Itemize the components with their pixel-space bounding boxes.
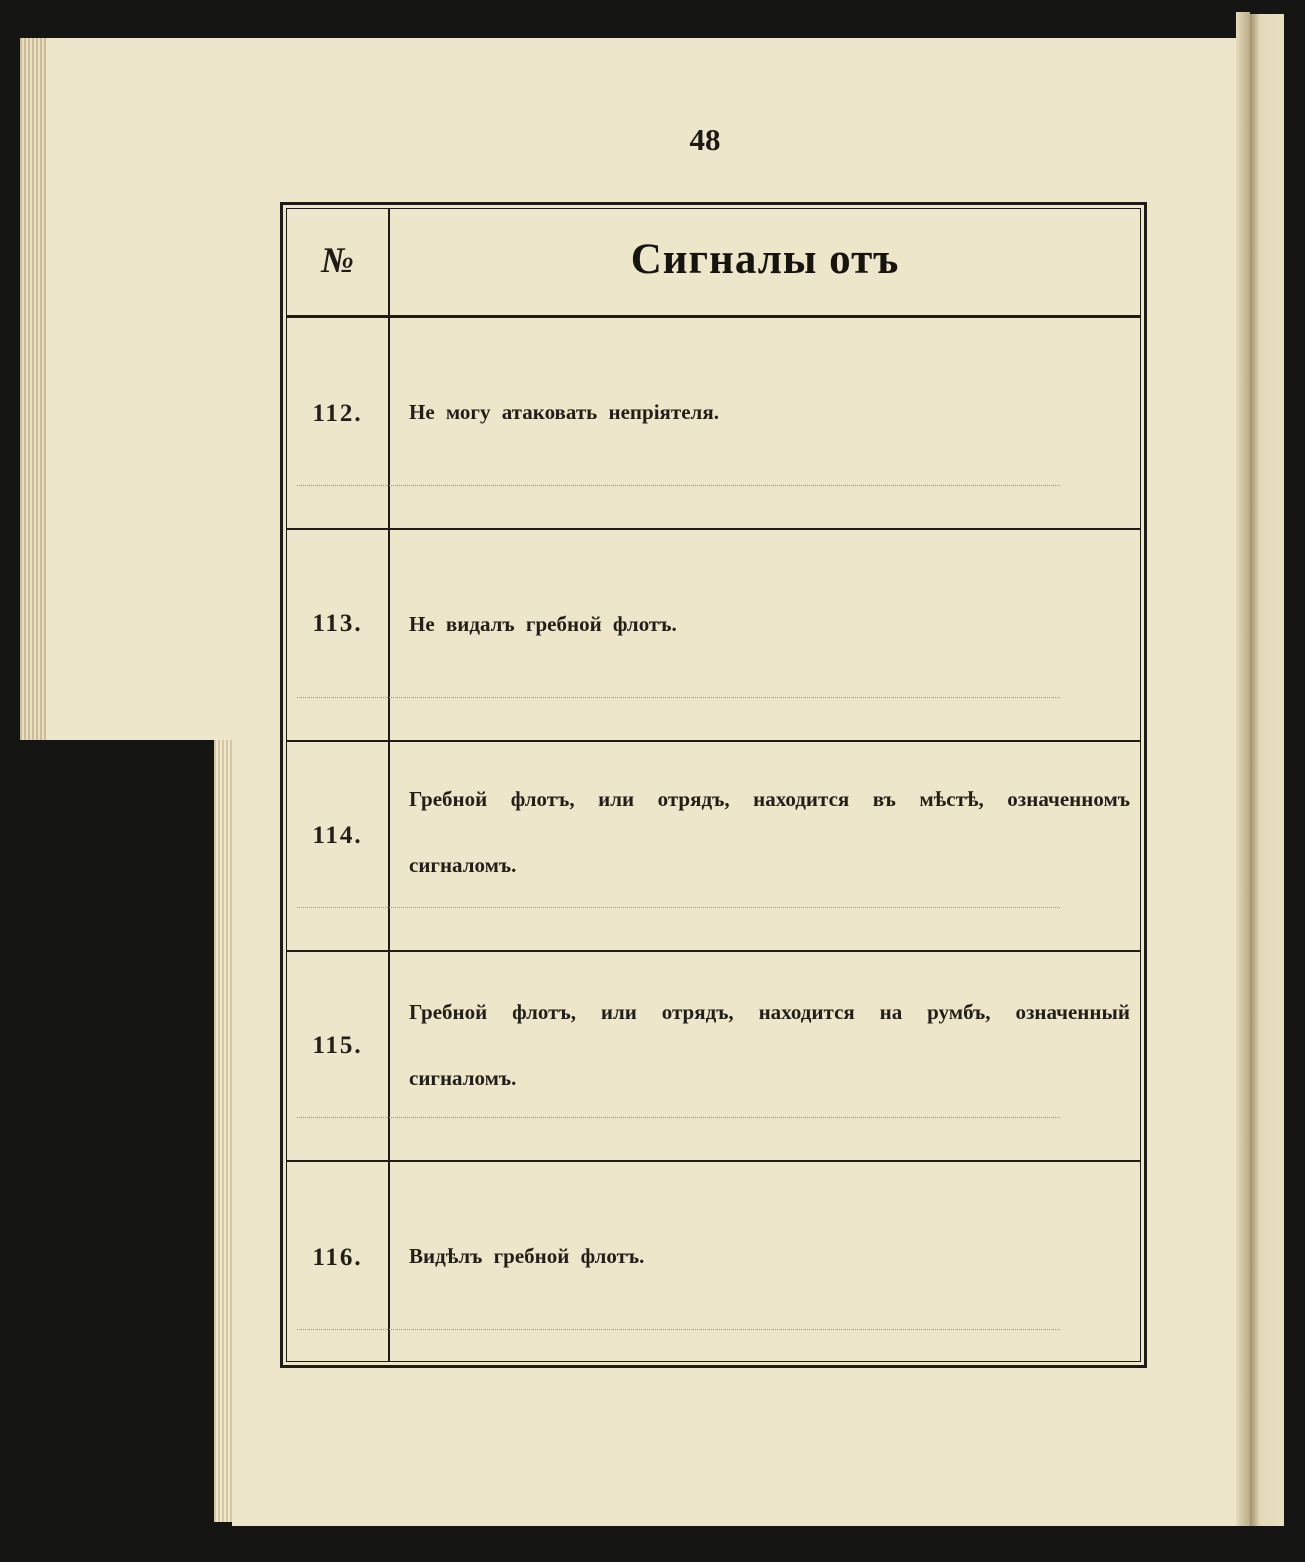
signal-number: 116. <box>312 1244 363 1271</box>
signal-text: Гребной флотъ, или отрядъ, находится на румбъ, означенный сигналомъ. <box>409 1000 1130 1090</box>
table-row <box>287 530 1140 742</box>
row-rule <box>297 697 1060 698</box>
table-row <box>287 1162 1140 1372</box>
signals-table <box>280 202 1147 1368</box>
table-row <box>287 318 1140 530</box>
row-rule <box>297 485 1060 486</box>
signal-text: Гребной флотъ, или отрядъ, находится въ мѣстѣ, означенномъ сигналомъ. <box>409 787 1130 877</box>
signal-number: 113. <box>312 610 363 637</box>
signal-number: 112. <box>312 400 363 427</box>
next-page-edge <box>1250 14 1284 1526</box>
row-rule <box>297 1329 1060 1330</box>
table-row <box>287 740 1140 952</box>
signal-text: Не видалъ гребной флотъ. <box>409 612 677 636</box>
signal-number: 114. <box>312 822 363 849</box>
signal-text: Видѣлъ гребной флотъ. <box>409 1244 645 1268</box>
number-sign-header: № <box>321 240 354 280</box>
page-number: 48 <box>689 122 721 157</box>
signals-table-inner <box>286 208 1141 1362</box>
signal-text: Не могу атаковать непріятеля. <box>409 400 719 424</box>
row-rule <box>297 1117 1060 1118</box>
table-title: Сигналы отъ <box>630 236 900 283</box>
row-rule <box>297 907 1060 908</box>
table-header <box>287 209 1140 318</box>
signal-number: 115. <box>312 1032 363 1059</box>
table-row <box>287 950 1140 1162</box>
book-gutter <box>1236 12 1250 1526</box>
